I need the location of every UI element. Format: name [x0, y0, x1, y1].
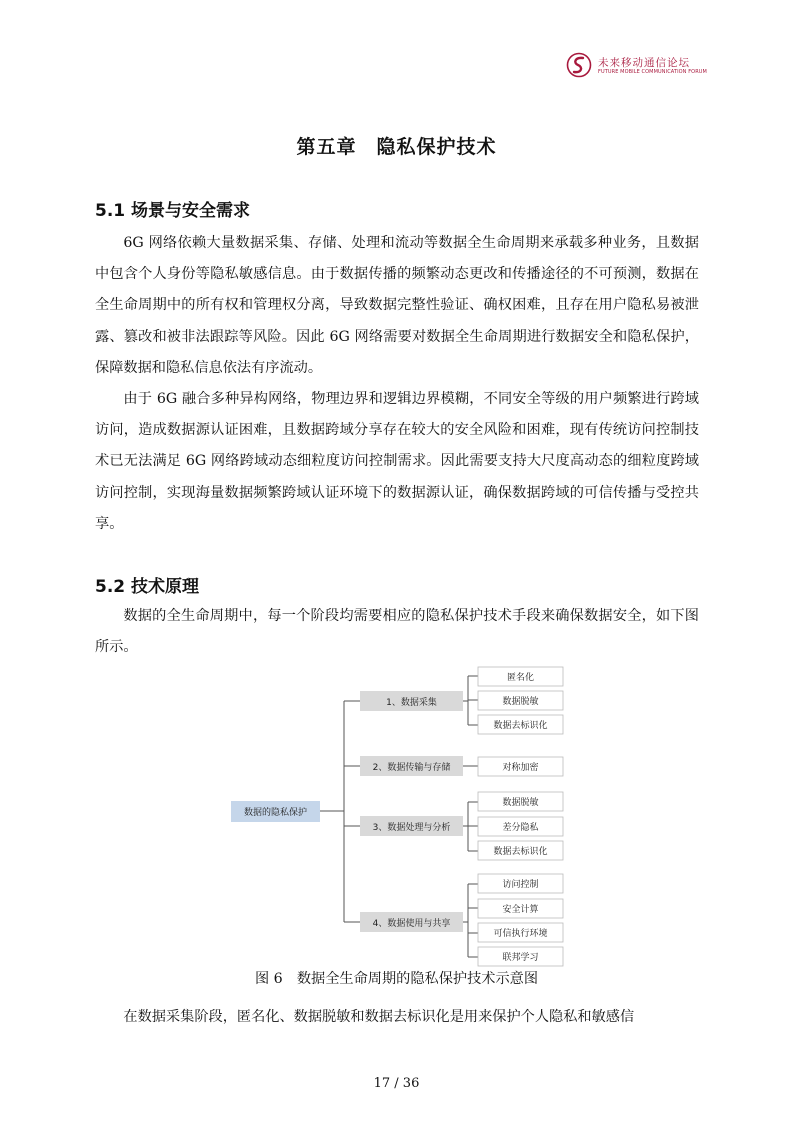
- diagram-branch-label: 2、数据传输与存储: [372, 763, 451, 773]
- page-number: 17 / 36: [373, 1076, 420, 1091]
- logo-english-text: FUTURE MOBILE COMMUNICATION FORUM: [598, 69, 707, 75]
- chapter-title: 第五章 隐私保护技术: [296, 136, 497, 158]
- diagram-leaf-label: 联邦学习: [502, 953, 539, 963]
- figure-caption: 图 6 数据全生命周期的隐私保护技术示意图: [254, 971, 539, 987]
- section1-paragraph-2: 由于 6G 融合多种异构网络，物理边界和逻辑边界模糊，不同安全等级的用户频繁进行跨域访问，造成数据源认证困难，且数据跨域分享存在较大的安全风险和困难，现有传统访问控制技术已无法满足 6G 网络跨域动态细粒度访问控制需求。因此需要支持大尺度高动态的细粒度跨域访问控制，实现海量数据频繁跨域认证环境下的数据源认证，确保数据跨域的可信传播与受控共享。: [95, 391, 699, 532]
- diagram-leaf-label: 数据去标识化: [493, 847, 548, 857]
- section-heading-5-2: 5.2 技术原理: [95, 577, 200, 597]
- diagram-leaf-label: 数据去标识化: [493, 721, 548, 731]
- diagram-branch-label: 4、数据使用与共享: [372, 919, 451, 929]
- section1-paragraph-1: 6G 网络依赖大量数据采集、存储、处理和流动等数据全生命周期来承载多种业务，且数据中包含个人身份等隐私敏感信息。由于数据传播的频繁动态更改和传播途径的不可预测，数据在全生命周期中的所有权和管理权分离，导致数据完整性验证、确权困难，且存在用户隐私易被泄露、篡改和被非法跟踪等风险。因此 6G 网络需要对数据全生命周期进行数据安全和隐私保护，保障数据和隐私信息依法有序流动。: [95, 235, 699, 376]
- section2-paragraph: 数据的全生命周期中，每一个阶段均需要相应的隐私保护技术手段来确保数据安全，如下图所示。: [95, 608, 699, 656]
- diagram-leaf-label: 差分隐私: [502, 823, 539, 833]
- diagram-branch-label: 1、数据采集: [386, 698, 437, 708]
- diagram-leaf-label: 数据脱敏: [502, 798, 539, 808]
- logo-chinese-text: 未来移动通信论坛: [598, 57, 690, 69]
- diagram-leaf-label: 访问控制: [502, 880, 539, 890]
- diagram-leaf-label: 匿名化: [506, 673, 535, 683]
- diagram-leaf-label: 可信执行环境: [493, 929, 548, 939]
- diagram-root-label: 数据的隐私保护: [243, 808, 308, 818]
- diagram-branch-label: 3、数据处理与分析: [372, 823, 451, 833]
- closing-paragraph: 在数据采集阶段，匿名化、数据脱敏和数据去标识化是用来保护个人隐私和敏感信: [123, 1009, 635, 1025]
- section-heading-5-1: 5.1 场景与安全需求: [95, 201, 251, 221]
- diagram-leaf-label: 数据脱敏: [502, 697, 539, 707]
- diagram-leaf-label: 对称加密: [502, 763, 539, 773]
- diagram-leaf-label: 安全计算: [502, 905, 539, 915]
